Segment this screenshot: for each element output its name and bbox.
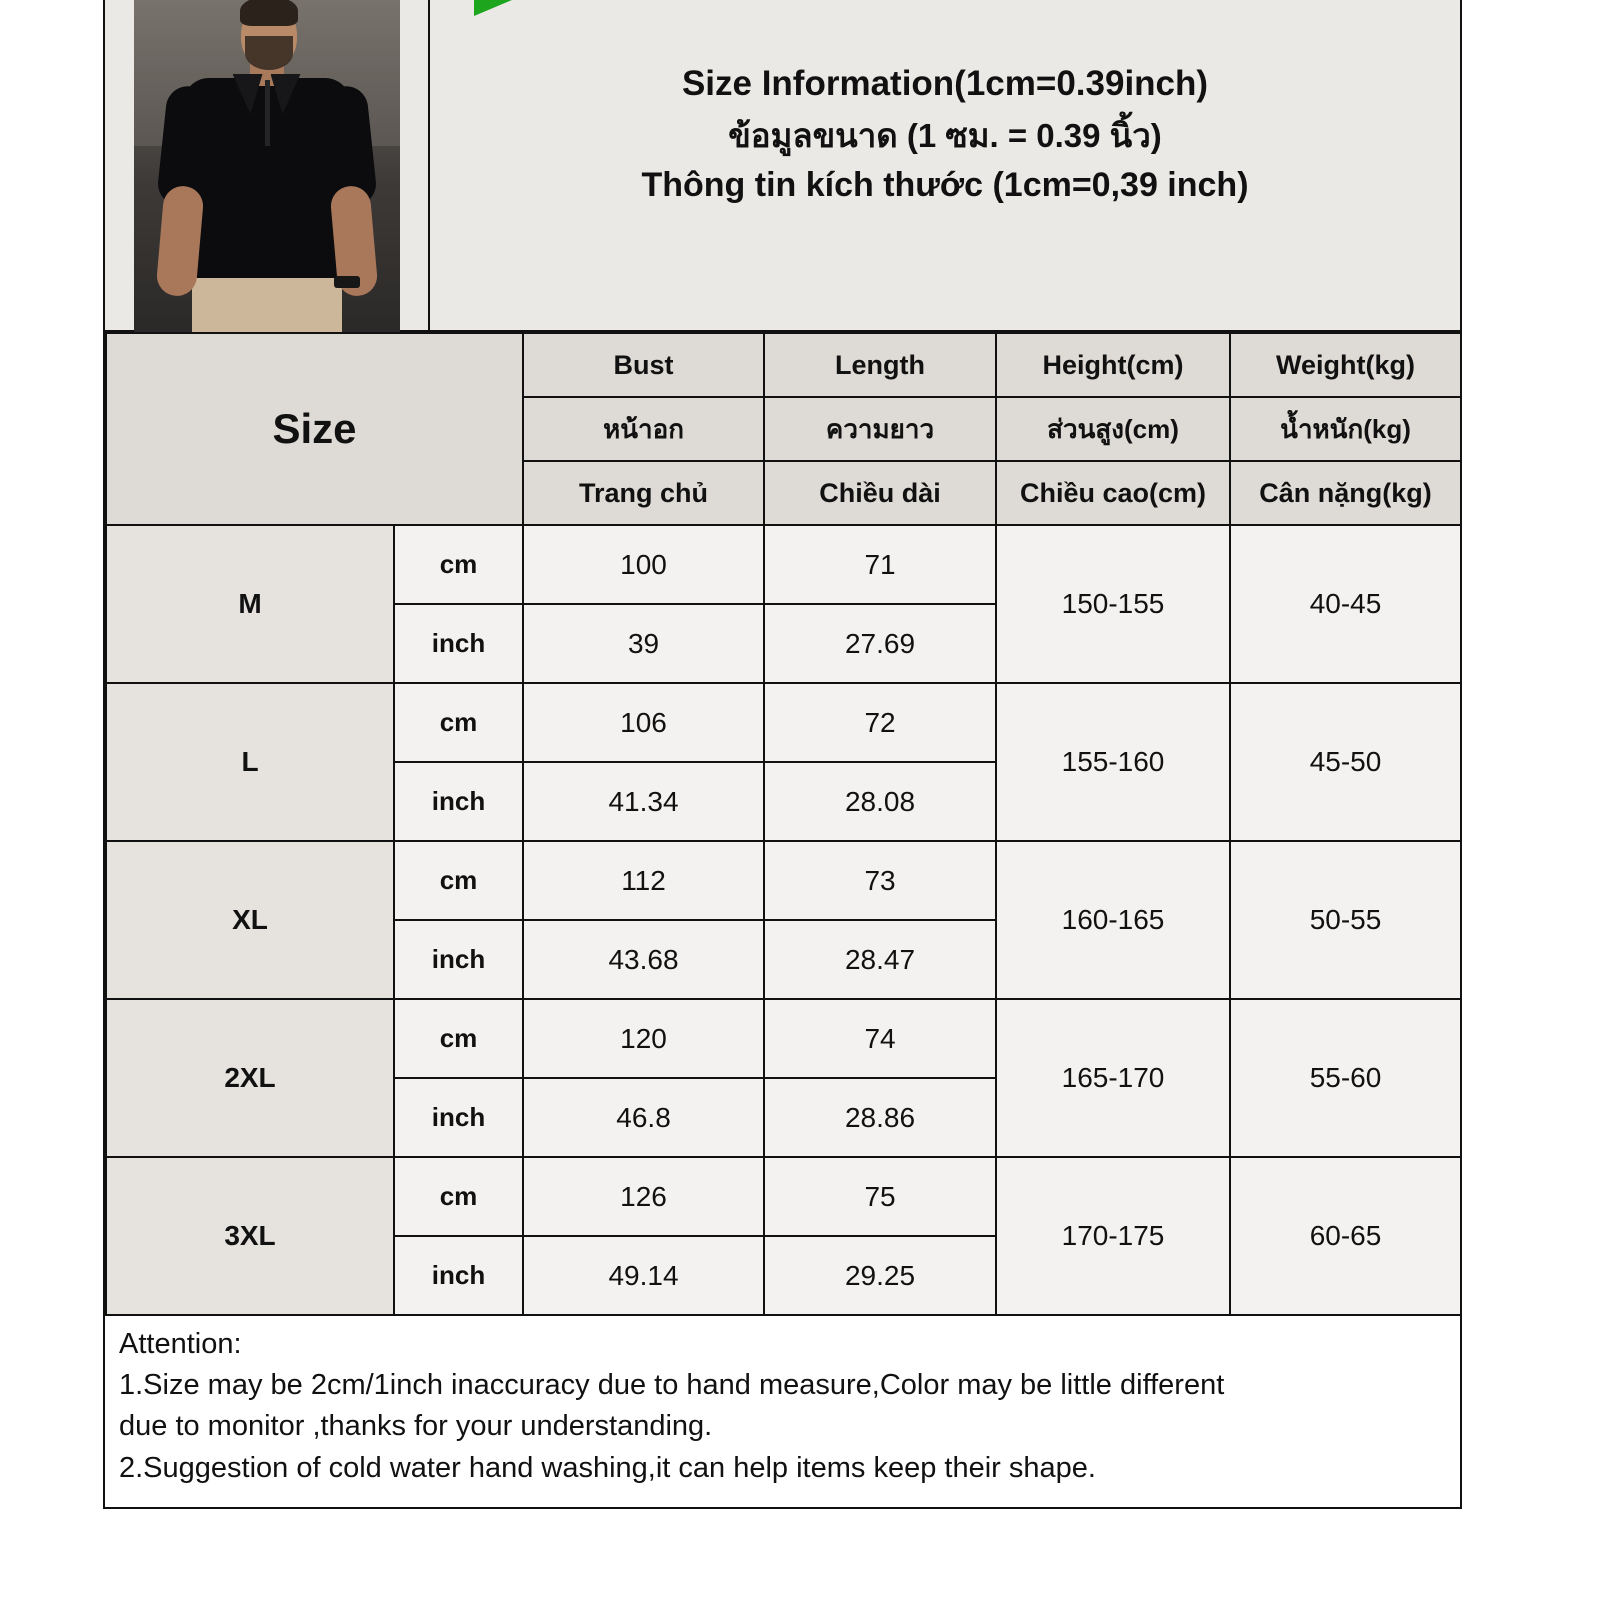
chart-title-block: [430, 0, 1460, 330]
size-chart-sheet: [103, 0, 1462, 1509]
row-length-inch: 28.08: [764, 762, 996, 841]
header-weight-vi: Cân nặng(kg): [1230, 461, 1461, 525]
row-height: 150-155: [996, 525, 1230, 683]
row-unit-cm: cm: [394, 1157, 523, 1236]
row-weight: 50-55: [1230, 841, 1461, 999]
row-bust-cm: 100: [523, 525, 764, 604]
header-weight-en: Weight(kg): [1230, 333, 1461, 397]
row-weight: 55-60: [1230, 999, 1461, 1157]
row-unit-inch: inch: [394, 1078, 523, 1157]
row-size-label: 2XL: [106, 999, 394, 1157]
product-photo: [134, 0, 400, 332]
row-unit-cm: cm: [394, 999, 523, 1078]
row-length-cm: 71: [764, 525, 996, 604]
header-length-vi: Chiều dài: [764, 461, 996, 525]
table-row: [106, 841, 1461, 920]
model-hair: [240, 0, 298, 26]
row-length-cm: 74: [764, 999, 996, 1078]
row-unit-inch: inch: [394, 1236, 523, 1315]
product-photo-cell: [105, 0, 430, 330]
table-row: [106, 1157, 1461, 1236]
row-weight: 40-45: [1230, 525, 1461, 683]
attention-line-1b: due to monitor ,thanks for your understanding.: [119, 1410, 713, 1443]
header-height-en: Height(cm): [996, 333, 1230, 397]
row-bust-inch: 43.68: [523, 920, 764, 999]
row-unit-inch: inch: [394, 762, 523, 841]
row-unit-inch: inch: [394, 604, 523, 683]
row-unit-cm: cm: [394, 525, 523, 604]
header-bust-en: Bust: [523, 333, 764, 397]
row-bust-inch: 49.14: [523, 1236, 764, 1315]
header-height-th: ส่วนสูง(cm): [996, 397, 1230, 461]
header-length-en: Length: [764, 333, 996, 397]
header-bust-vi: Trang chủ: [523, 461, 764, 525]
row-length-inch: 27.69: [764, 604, 996, 683]
row-size-label: XL: [106, 841, 394, 999]
chart-title-en: Size Information(1cm=0.39inch): [681, 64, 1209, 103]
row-bust-cm: 126: [523, 1157, 764, 1236]
attention-title: Attention:: [119, 1328, 242, 1360]
model-wristwatch: [334, 276, 360, 288]
row-height: 160-165: [996, 841, 1230, 999]
row-unit-inch: inch: [394, 920, 523, 999]
attention-line-1a: 1.Size may be 2cm/1inch inaccuracy due to hand measure,Color may be little different: [119, 1369, 1225, 1402]
row-bust-cm: 106: [523, 683, 764, 762]
row-height: 170-175: [996, 1157, 1230, 1315]
model-placket: [265, 80, 270, 146]
size-column-header: Size: [106, 333, 523, 525]
attention-line-2: 2.Suggestion of cold water hand washing,it can help items keep their shape.: [119, 1451, 1096, 1484]
row-bust-cm: 112: [523, 841, 764, 920]
chart-title-vi: Thông tin kích thước (1cm=0,39 inch): [641, 166, 1249, 204]
row-length-inch: 28.86: [764, 1078, 996, 1157]
header-bust-th: หน้าอก: [523, 397, 764, 461]
row-size-label: L: [106, 683, 394, 841]
row-size-label: M: [106, 525, 394, 683]
table-row: [106, 683, 1461, 762]
table-row: [106, 525, 1461, 604]
row-weight: 60-65: [1230, 1157, 1461, 1315]
table-row: [106, 999, 1461, 1078]
table-header-row-en: [106, 333, 1461, 397]
row-length-cm: 75: [764, 1157, 996, 1236]
row-height: 155-160: [996, 683, 1230, 841]
row-bust-inch: 41.34: [523, 762, 764, 841]
header-weight-th: น้ำหนัก(kg): [1230, 397, 1461, 461]
model-beard: [245, 36, 293, 70]
row-length-cm: 73: [764, 841, 996, 920]
chart-header: [105, 0, 1460, 332]
row-length-inch: 29.25: [764, 1236, 996, 1315]
row-bust-inch: 46.8: [523, 1078, 764, 1157]
row-height: 165-170: [996, 999, 1230, 1157]
row-bust-cm: 120: [523, 999, 764, 1078]
row-unit-cm: cm: [394, 841, 523, 920]
row-size-label: 3XL: [106, 1157, 394, 1315]
attention-block: [105, 1314, 1460, 1507]
row-bust-inch: 39: [523, 604, 764, 683]
row-unit-cm: cm: [394, 683, 523, 762]
row-weight: 45-50: [1230, 683, 1461, 841]
size-table: [105, 332, 1462, 1316]
chart-title-th: ข้อมูลขนาด (1 ซม. = 0.39 นิ้ว): [728, 116, 1162, 154]
header-length-th: ความยาว: [764, 397, 996, 461]
row-length-cm: 72: [764, 683, 996, 762]
header-height-vi: Chiều cao(cm): [996, 461, 1230, 525]
row-length-inch: 28.47: [764, 920, 996, 999]
